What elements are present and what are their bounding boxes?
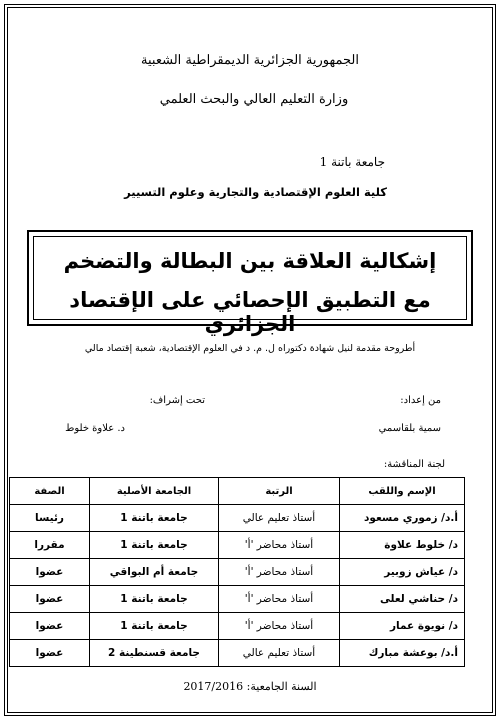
member-role: رئيسا — [10, 505, 90, 532]
member-role: مقررا — [10, 532, 90, 559]
member-university: جامعة قسنطينة 2 — [90, 640, 219, 667]
table-row — [10, 640, 465, 667]
header-role: الصفة — [10, 478, 90, 505]
member-name: د/ حناشي لعلى — [340, 586, 465, 613]
table-row — [10, 559, 465, 586]
thesis-cover-page — [4, 4, 496, 716]
member-rank: أستاذ تعليم عالي — [219, 505, 340, 532]
member-role: عضوا — [10, 613, 90, 640]
member-rank: أستاذ محاضر 'أ' — [219, 613, 340, 640]
member-name: د/ نويوة عمار — [340, 613, 465, 640]
member-rank: أستاذ تعليم عالي — [219, 640, 340, 667]
thesis-title-box — [27, 230, 473, 336]
member-name: أ.د/ بوعشة مبارك — [340, 640, 465, 667]
thesis-title-line-1: إشكالية العلاقة بين البطالة والتضخم — [63, 249, 437, 273]
table-row — [10, 532, 465, 559]
member-rank: أستاذ محاضر 'أ' — [219, 586, 340, 613]
thesis-subtitle: أطروحة مقدمة لنيل شهادة دكتوراه ل. م. د في العلوم الإقتصادية، شعبة إقتصاد مالي — [84, 343, 416, 354]
member-university: جامعة باتنة 1 — [90, 505, 219, 532]
academic-year-label: السنة الجامعية: — [246, 680, 317, 693]
author-name: سمية بلقاسمي — [378, 423, 441, 434]
member-role: عضوا — [10, 640, 90, 667]
member-role: عضوا — [10, 559, 90, 586]
committee-label: لجنة المناقشة: — [383, 459, 445, 470]
thesis-title-line-2: مع التطبيق الإحصائي على الإقتصاد الجزائري — [69, 288, 431, 336]
academic-year — [5, 680, 495, 693]
table-row — [10, 505, 465, 532]
header-name: الإسم واللقب — [340, 478, 465, 505]
supervisor-name: د. علاوة خلوط — [65, 423, 125, 434]
committee-table — [9, 477, 465, 667]
header-rank: الرتبة — [219, 478, 340, 505]
academic-year-value: 2017/2016 — [183, 680, 244, 693]
member-university: جامعة باتنة 1 — [90, 532, 219, 559]
ministry-heading: وزارة التعليم العالي والبحث العلمي — [159, 92, 349, 107]
prepared-by-label: من إعداد: — [400, 395, 441, 406]
member-rank: أستاذ محاضر 'أ' — [219, 532, 340, 559]
member-name: أ.د/ زموري مسعود — [340, 505, 465, 532]
header-university: الجامعة الأصلية — [90, 478, 219, 505]
member-rank: أستاذ محاضر 'أ' — [219, 559, 340, 586]
table-row — [10, 586, 465, 613]
member-university: جامعة باتنة 1 — [90, 613, 219, 640]
faculty-name: كلية العلوم الإقتصادية والتجارية وعلوم التسيير — [124, 185, 387, 199]
member-name: د/ خلوط علاوة — [340, 532, 465, 559]
table-row — [10, 613, 465, 640]
university-name: جامعة باتنة 1 — [319, 155, 385, 169]
member-name: د/ عياش زوبير — [340, 559, 465, 586]
supervised-by-label: تحت إشراف: — [149, 395, 205, 406]
member-university: جامعة أم البواقي — [90, 559, 219, 586]
member-university: جامعة باتنة 1 — [90, 586, 219, 613]
member-role: عضوا — [10, 586, 90, 613]
committee-header-row — [10, 478, 465, 505]
republic-heading: الجمهورية الجزائرية الديمقراطية الشعبية — [141, 53, 359, 68]
